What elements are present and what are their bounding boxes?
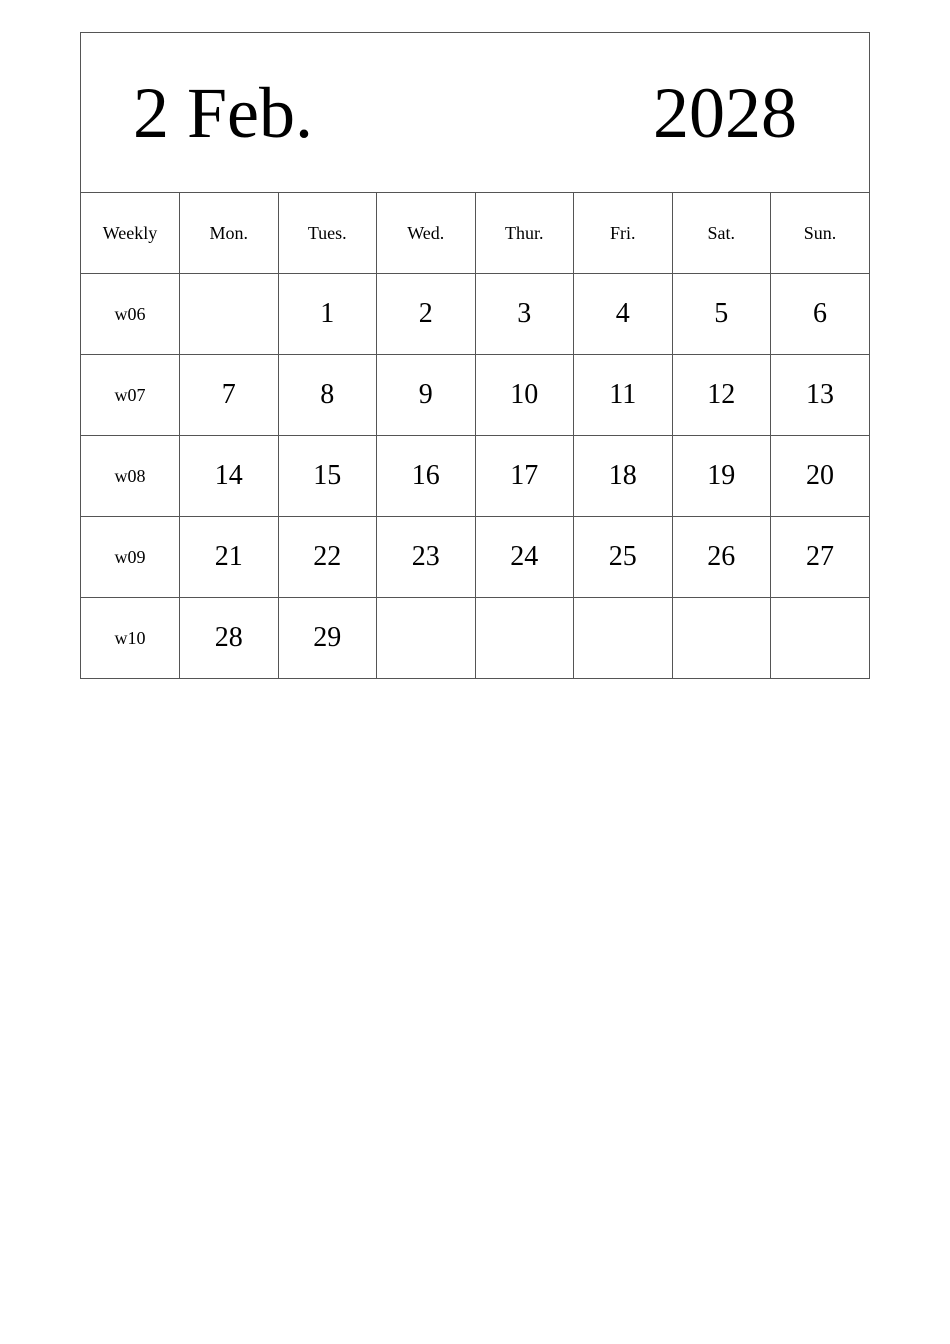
day-cell: 10 [475, 355, 574, 436]
week-row [81, 274, 869, 355]
week-row [81, 355, 869, 436]
weekday-header-mon: Mon. [180, 193, 279, 274]
month-title: 2 Feb. [133, 73, 313, 153]
calendar [80, 32, 870, 679]
day-cell: 2 [377, 274, 476, 355]
day-cell [377, 598, 476, 679]
day-cell [475, 598, 574, 679]
weekday-header-wed: Wed. [377, 193, 476, 274]
weekday-header-row [81, 193, 869, 274]
day-cell: 25 [574, 517, 673, 598]
day-cell [771, 598, 870, 679]
day-cell: 1 [278, 274, 377, 355]
weekly-column-header: Weekly [81, 193, 180, 274]
week-row [81, 598, 869, 679]
week-number: w09 [81, 517, 180, 598]
day-cell: 26 [672, 517, 771, 598]
calendar-header [81, 33, 869, 193]
day-cell: 4 [574, 274, 673, 355]
day-cell: 17 [475, 436, 574, 517]
week-number: w10 [81, 598, 180, 679]
day-cell: 3 [475, 274, 574, 355]
weekday-header-sat: Sat. [672, 193, 771, 274]
day-cell: 5 [672, 274, 771, 355]
day-cell: 7 [180, 355, 279, 436]
day-cell: 24 [475, 517, 574, 598]
day-cell: 12 [672, 355, 771, 436]
day-cell: 28 [180, 598, 279, 679]
day-cell [180, 274, 279, 355]
day-cell: 29 [278, 598, 377, 679]
day-cell: 22 [278, 517, 377, 598]
day-cell: 9 [377, 355, 476, 436]
day-cell [574, 598, 673, 679]
weekday-header-sun: Sun. [771, 193, 870, 274]
day-cell [672, 598, 771, 679]
weekday-header-fri: Fri. [574, 193, 673, 274]
calendar-grid [81, 193, 869, 678]
weekday-header-tue: Tues. [278, 193, 377, 274]
day-cell: 19 [672, 436, 771, 517]
day-cell: 27 [771, 517, 870, 598]
day-cell: 14 [180, 436, 279, 517]
day-cell: 21 [180, 517, 279, 598]
day-cell: 18 [574, 436, 673, 517]
year-title: 2028 [653, 73, 797, 153]
day-cell: 23 [377, 517, 476, 598]
day-cell: 20 [771, 436, 870, 517]
week-row [81, 517, 869, 598]
day-cell: 15 [278, 436, 377, 517]
day-cell: 11 [574, 355, 673, 436]
week-number: w07 [81, 355, 180, 436]
day-cell: 13 [771, 355, 870, 436]
day-cell: 8 [278, 355, 377, 436]
week-row [81, 436, 869, 517]
day-cell: 16 [377, 436, 476, 517]
week-number: w08 [81, 436, 180, 517]
weekday-header-thu: Thur. [475, 193, 574, 274]
week-number: w06 [81, 274, 180, 355]
day-cell: 6 [771, 274, 870, 355]
